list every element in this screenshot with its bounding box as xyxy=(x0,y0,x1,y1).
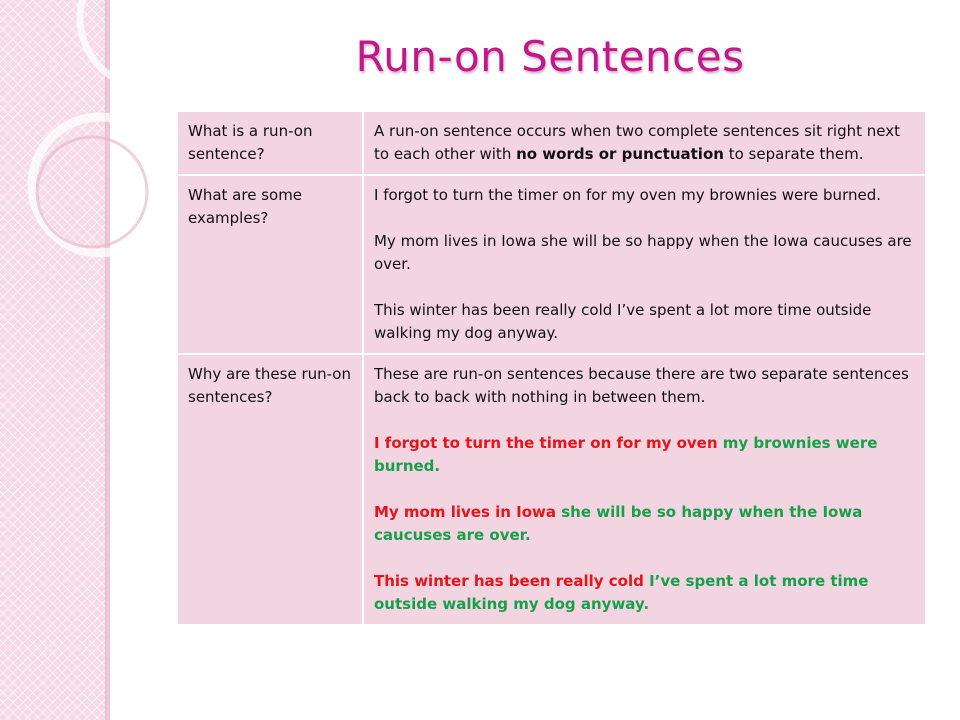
second-clause: my brownies were burned. xyxy=(374,434,878,475)
run-on-table xyxy=(176,110,927,626)
slide-title: Run-on Sentences xyxy=(355,32,745,81)
definition-text-before: A run-on sentence occurs when two complete sentences sit right next to each other with xyxy=(374,122,900,163)
highlighted-example xyxy=(374,501,915,547)
second-clause: she will be so happy when the Iowa caucuses are over. xyxy=(374,503,863,544)
explanation-text: These are run-on sentences because there are two separate sentences back to back with nothing in between them. xyxy=(374,365,909,406)
definition-text-after: to separate them. xyxy=(723,145,864,163)
first-clause: I forgot to turn the timer on for my oven xyxy=(374,434,718,452)
example-sentence: My mom lives in Iowa she will be so happy when the Iowa caucuses are over. xyxy=(374,232,912,273)
decorative-side-band xyxy=(0,0,105,720)
example-sentence: I forgot to turn the timer on for my oven my brownies were burned. xyxy=(374,186,881,204)
answer-cell xyxy=(363,111,926,175)
highlighted-example xyxy=(374,570,915,616)
question-cell: What is a run-on sentence? xyxy=(177,111,363,175)
definition-bold-text: no words or punctuation xyxy=(516,145,724,163)
table-row-explanation xyxy=(177,354,926,625)
answer-cell xyxy=(363,354,926,625)
example-sentence: This winter has been really cold I’ve spent a lot more time outside walking my dog anyway. xyxy=(374,301,872,342)
answer-cell xyxy=(363,175,926,354)
highlighted-example xyxy=(374,432,915,478)
decorative-band-edge xyxy=(105,0,110,720)
first-clause: My mom lives in Iowa xyxy=(374,503,557,521)
first-clause: This winter has been really cold xyxy=(374,572,644,590)
second-clause: I’ve spent a lot more time outside walking my dog anyway. xyxy=(374,572,869,613)
question-cell: What are some examples? xyxy=(177,175,363,354)
table-row-examples xyxy=(177,175,926,354)
table-row-definition xyxy=(177,111,926,175)
question-cell: Why are these run-on sentences? xyxy=(177,354,363,625)
